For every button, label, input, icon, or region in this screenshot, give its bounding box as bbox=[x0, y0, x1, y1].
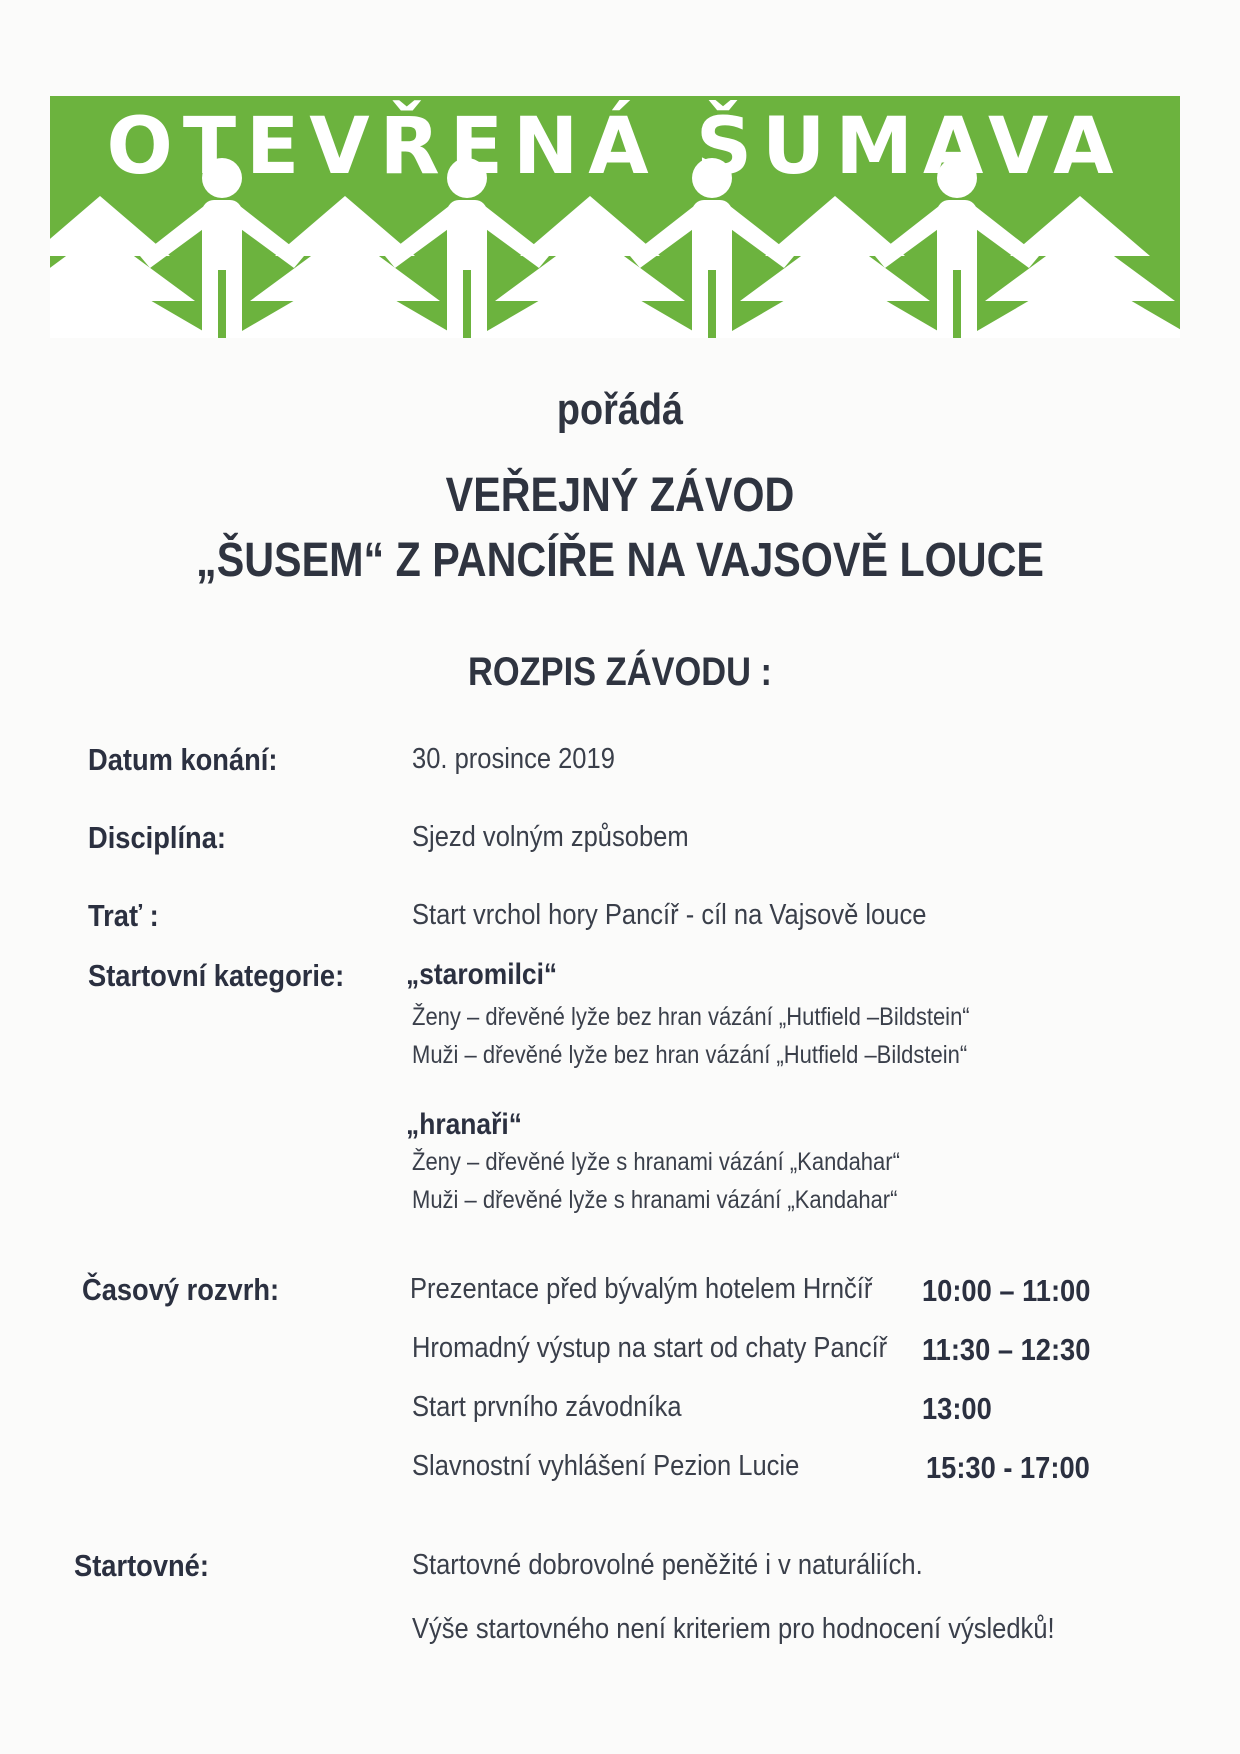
fee-label: Startovné: bbox=[74, 1548, 209, 1583]
category-name: „staromilci“ bbox=[406, 958, 558, 991]
track-value: Start vrchol hory Pancíř - cíl na Vajsově louce bbox=[412, 899, 927, 931]
category-line: Muži – dřevěné lyže s hranami vázání „Kandahar“ bbox=[412, 1186, 898, 1214]
category-line: Muži – dřevěné lyže bez hran vázání „Hutfield –Bildstein“ bbox=[412, 1041, 968, 1069]
track-label: Trať : bbox=[88, 898, 159, 933]
schedule-activity: Hromadný výstup na start od chaty Pancíř bbox=[412, 1332, 888, 1364]
schedule-time: 10:00 – 11:00 bbox=[922, 1273, 1091, 1308]
schedule-activity: Prezentace před bývalým hotelem Hrnčíř bbox=[410, 1273, 873, 1305]
intro-text: pořádá bbox=[556, 385, 684, 434]
schedule-activity: Slavnostní vyhlášení Pezion Lucie bbox=[412, 1450, 800, 1482]
fee-line1: Startovné dobrovolné peněžité i v naturáliích. bbox=[412, 1549, 923, 1581]
category-line: Ženy – dřevěné lyže bez hran vázání „Hutfield –Bildstein“ bbox=[412, 1003, 970, 1031]
discipline-label: Disciplína: bbox=[88, 820, 226, 855]
headline-line1: VEŘEJNÝ ZÁVOD bbox=[445, 469, 795, 522]
categories-label: Startovní kategorie: bbox=[88, 958, 345, 993]
category-line: Ženy – dřevěné lyže s hranami vázání „Kandahar“ bbox=[412, 1148, 900, 1176]
banner bbox=[50, 96, 1180, 338]
date-value: 30. prosince 2019 bbox=[412, 743, 615, 775]
discipline-value: Sjezd volným způsobem bbox=[412, 821, 689, 853]
schedule-time: 11:30 – 12:30 bbox=[922, 1332, 1091, 1367]
schedule-time: 15:30 - 17:00 bbox=[926, 1450, 1090, 1485]
section-title: ROZPIS ZÁVODU : bbox=[468, 650, 772, 694]
category-name: „hranaři“ bbox=[406, 1108, 522, 1141]
schedule-label: Časový rozvrh: bbox=[82, 1272, 280, 1307]
schedule-time: 13:00 bbox=[922, 1391, 992, 1426]
schedule-activity: Start prvního závodníka bbox=[412, 1391, 682, 1423]
date-label: Datum konání: bbox=[88, 742, 278, 777]
banner-title: OTEVŘENÁ ŠUMAVA bbox=[106, 102, 1124, 192]
headline-line2: „ŠUSEM“ Z PANCÍŘE NA VAJSOVĚ LOUCE bbox=[196, 534, 1044, 587]
fee-line2: Výše startovného není kriteriem pro hodnocení výsledků! bbox=[412, 1613, 1055, 1645]
